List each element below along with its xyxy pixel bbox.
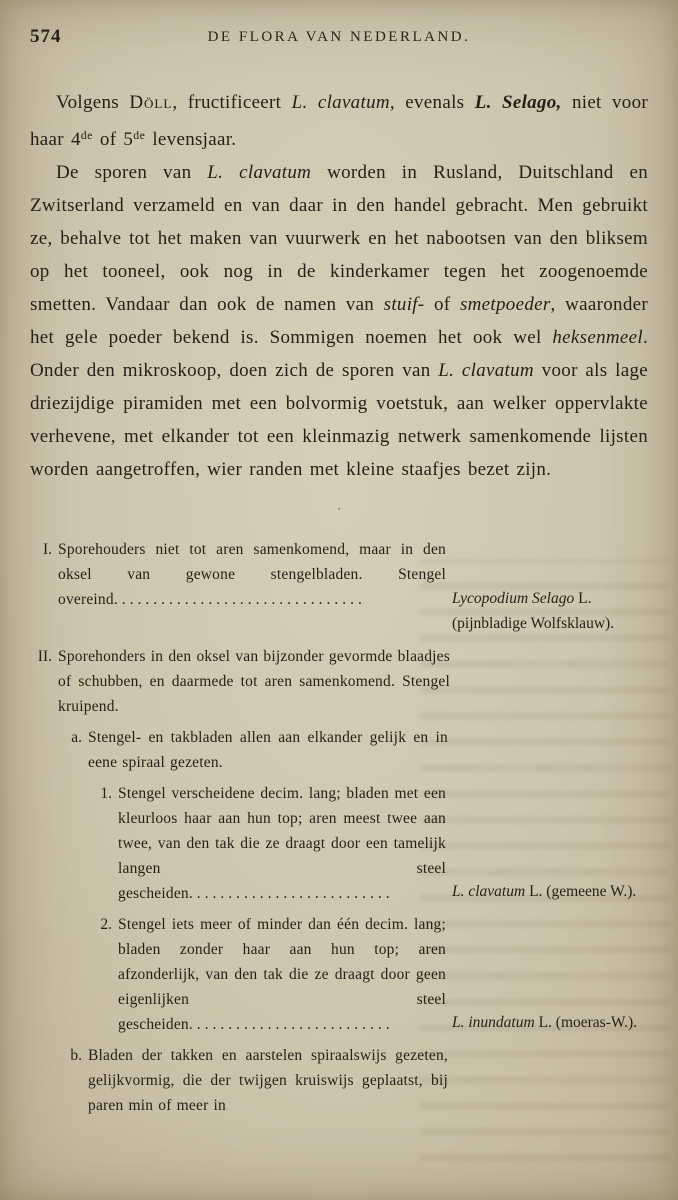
text-segment: L. (gemeene W.).	[525, 882, 637, 900]
key-item-text	[88, 725, 448, 775]
key-item-text	[58, 644, 450, 719]
key-item-label: 2.	[100, 915, 112, 933]
section-divider-dot: ·	[336, 500, 342, 516]
key-item-result	[452, 879, 648, 904]
key-item-1	[30, 781, 648, 906]
key-item-2	[30, 912, 648, 1037]
text-segment: . Onder den mikroskoop, doen zich de sporen van	[30, 326, 648, 381]
text-segment: , evenals	[389, 92, 475, 113]
key-item-b	[30, 1043, 648, 1118]
ordinal-superscript: de	[133, 129, 146, 142]
species-name: L. inundatum	[452, 1013, 535, 1031]
key-item-a	[30, 725, 648, 775]
text-segment: Bladen der takken en aarstelen spiraalswijs gezeten, gelijkvormig, die der twijgen kruiswijs geplaatst, bij paren min of meer in	[88, 1046, 448, 1114]
text-segment: worden in Rusland, Duitschland en Zwitserland verzameld en van daar in den handel gebracht. Men gebruikt ze, behalve tot het maken van vuurwerk en het nabootsen van den bliksem op het tooneel, ook nog in de kinderkamer tegen het zoogenoemde smetten. Vandaar dan ook de namen van	[30, 161, 649, 315]
key-item-result	[452, 1010, 648, 1035]
species-name: Lycopodium Selago	[452, 589, 575, 607]
text-segment: Sporehouders niet tot aren samenkomend, maar in den oksel van gewone stengelbladen. Stengel overeind	[58, 540, 446, 608]
dot-leader: ..........................	[188, 884, 394, 902]
key-item-label: II.	[37, 647, 52, 665]
dot-leader: ..........................	[188, 1015, 394, 1033]
key-item-label: b.	[70, 1046, 82, 1064]
paragraph-2	[30, 156, 648, 486]
species-name: L. clavatum	[291, 92, 390, 113]
species-name: L. Selago,	[474, 92, 562, 113]
key-item-text	[118, 912, 446, 1037]
ordinal-superscript: de	[80, 129, 93, 142]
text-segment: levensjaar.	[145, 128, 237, 150]
species-name: L. clavatum	[438, 359, 534, 381]
key-item-II	[30, 644, 648, 719]
text-segment: , waaronder het gele poeder bekend is. Sommigen noemen het ook wel	[30, 293, 648, 348]
text-segment: Stengel iets meer of minder dan één decim. lang; bladen zonder haar aan hun top; aren afzonderlijk, van den tak die ze draagt door geen eigenlijken steel gescheiden	[118, 915, 446, 1033]
text-segment: L. (moeras-W.).	[534, 1013, 637, 1031]
text-segment: Stengel- en takbladen allen aan elkander gelijk en in eene spiraal gezeten.	[88, 728, 448, 771]
term-italic: heksenmeel	[552, 326, 643, 348]
key-item-I	[30, 537, 648, 632]
running-title: DE FLORA VAN NEDERLAND.	[207, 29, 471, 45]
species-name: L. clavatum	[452, 882, 526, 900]
determination-key	[30, 537, 648, 1118]
term-italic: stuif-	[383, 293, 425, 315]
text-segment: Stengel verscheidene decim. lang; bladen met een kleurloos haar aan hun top; aren meest twee aan twee, van den tak die ze draagt door een tamelijk langen steel gescheiden	[118, 784, 446, 902]
dot-leader: ................................	[113, 590, 366, 608]
text-segment: of 5	[92, 128, 134, 150]
species-name: L. clavatum	[207, 161, 312, 183]
text-segment: Sporehonders in den oksel van bijzonder gevormde blaadjes of schubben, en daarmede tot aren samenkomend. Stengel kruipend.	[58, 647, 450, 715]
page-number: 574	[30, 26, 62, 47]
text-segment: Volgens	[56, 92, 130, 113]
key-item-text	[58, 537, 446, 612]
paragraph-1	[30, 86, 648, 156]
text-segment: L. (pijnbladige Wolfsklauw).	[452, 589, 615, 632]
term-italic: smetpoeder	[459, 293, 551, 315]
page-header	[30, 26, 648, 50]
page-body	[30, 86, 648, 1118]
key-item-text	[118, 781, 446, 906]
key-item-label: a.	[71, 728, 82, 746]
text-segment: , fructificeert	[172, 92, 292, 113]
text-segment: of	[424, 293, 460, 315]
key-item-text	[88, 1043, 448, 1118]
key-item-result	[452, 586, 648, 636]
author-name-smallcaps: Döll	[129, 92, 173, 113]
text-segment: De sporen van	[56, 161, 208, 183]
text-segment: niet voor haar 4	[30, 92, 648, 150]
key-item-label: I.	[42, 540, 52, 558]
key-item-label: 1.	[100, 784, 112, 802]
text-segment: voor als lage driezijdige piramiden met een bolvormig voetstuk, aan welker oppervlakte verhevene, met elkander tot een kleinmazig netwerk samenkomende lijsten worden aangetroffen, wier randen met kleine staafjes bezet zijn.	[30, 359, 649, 480]
